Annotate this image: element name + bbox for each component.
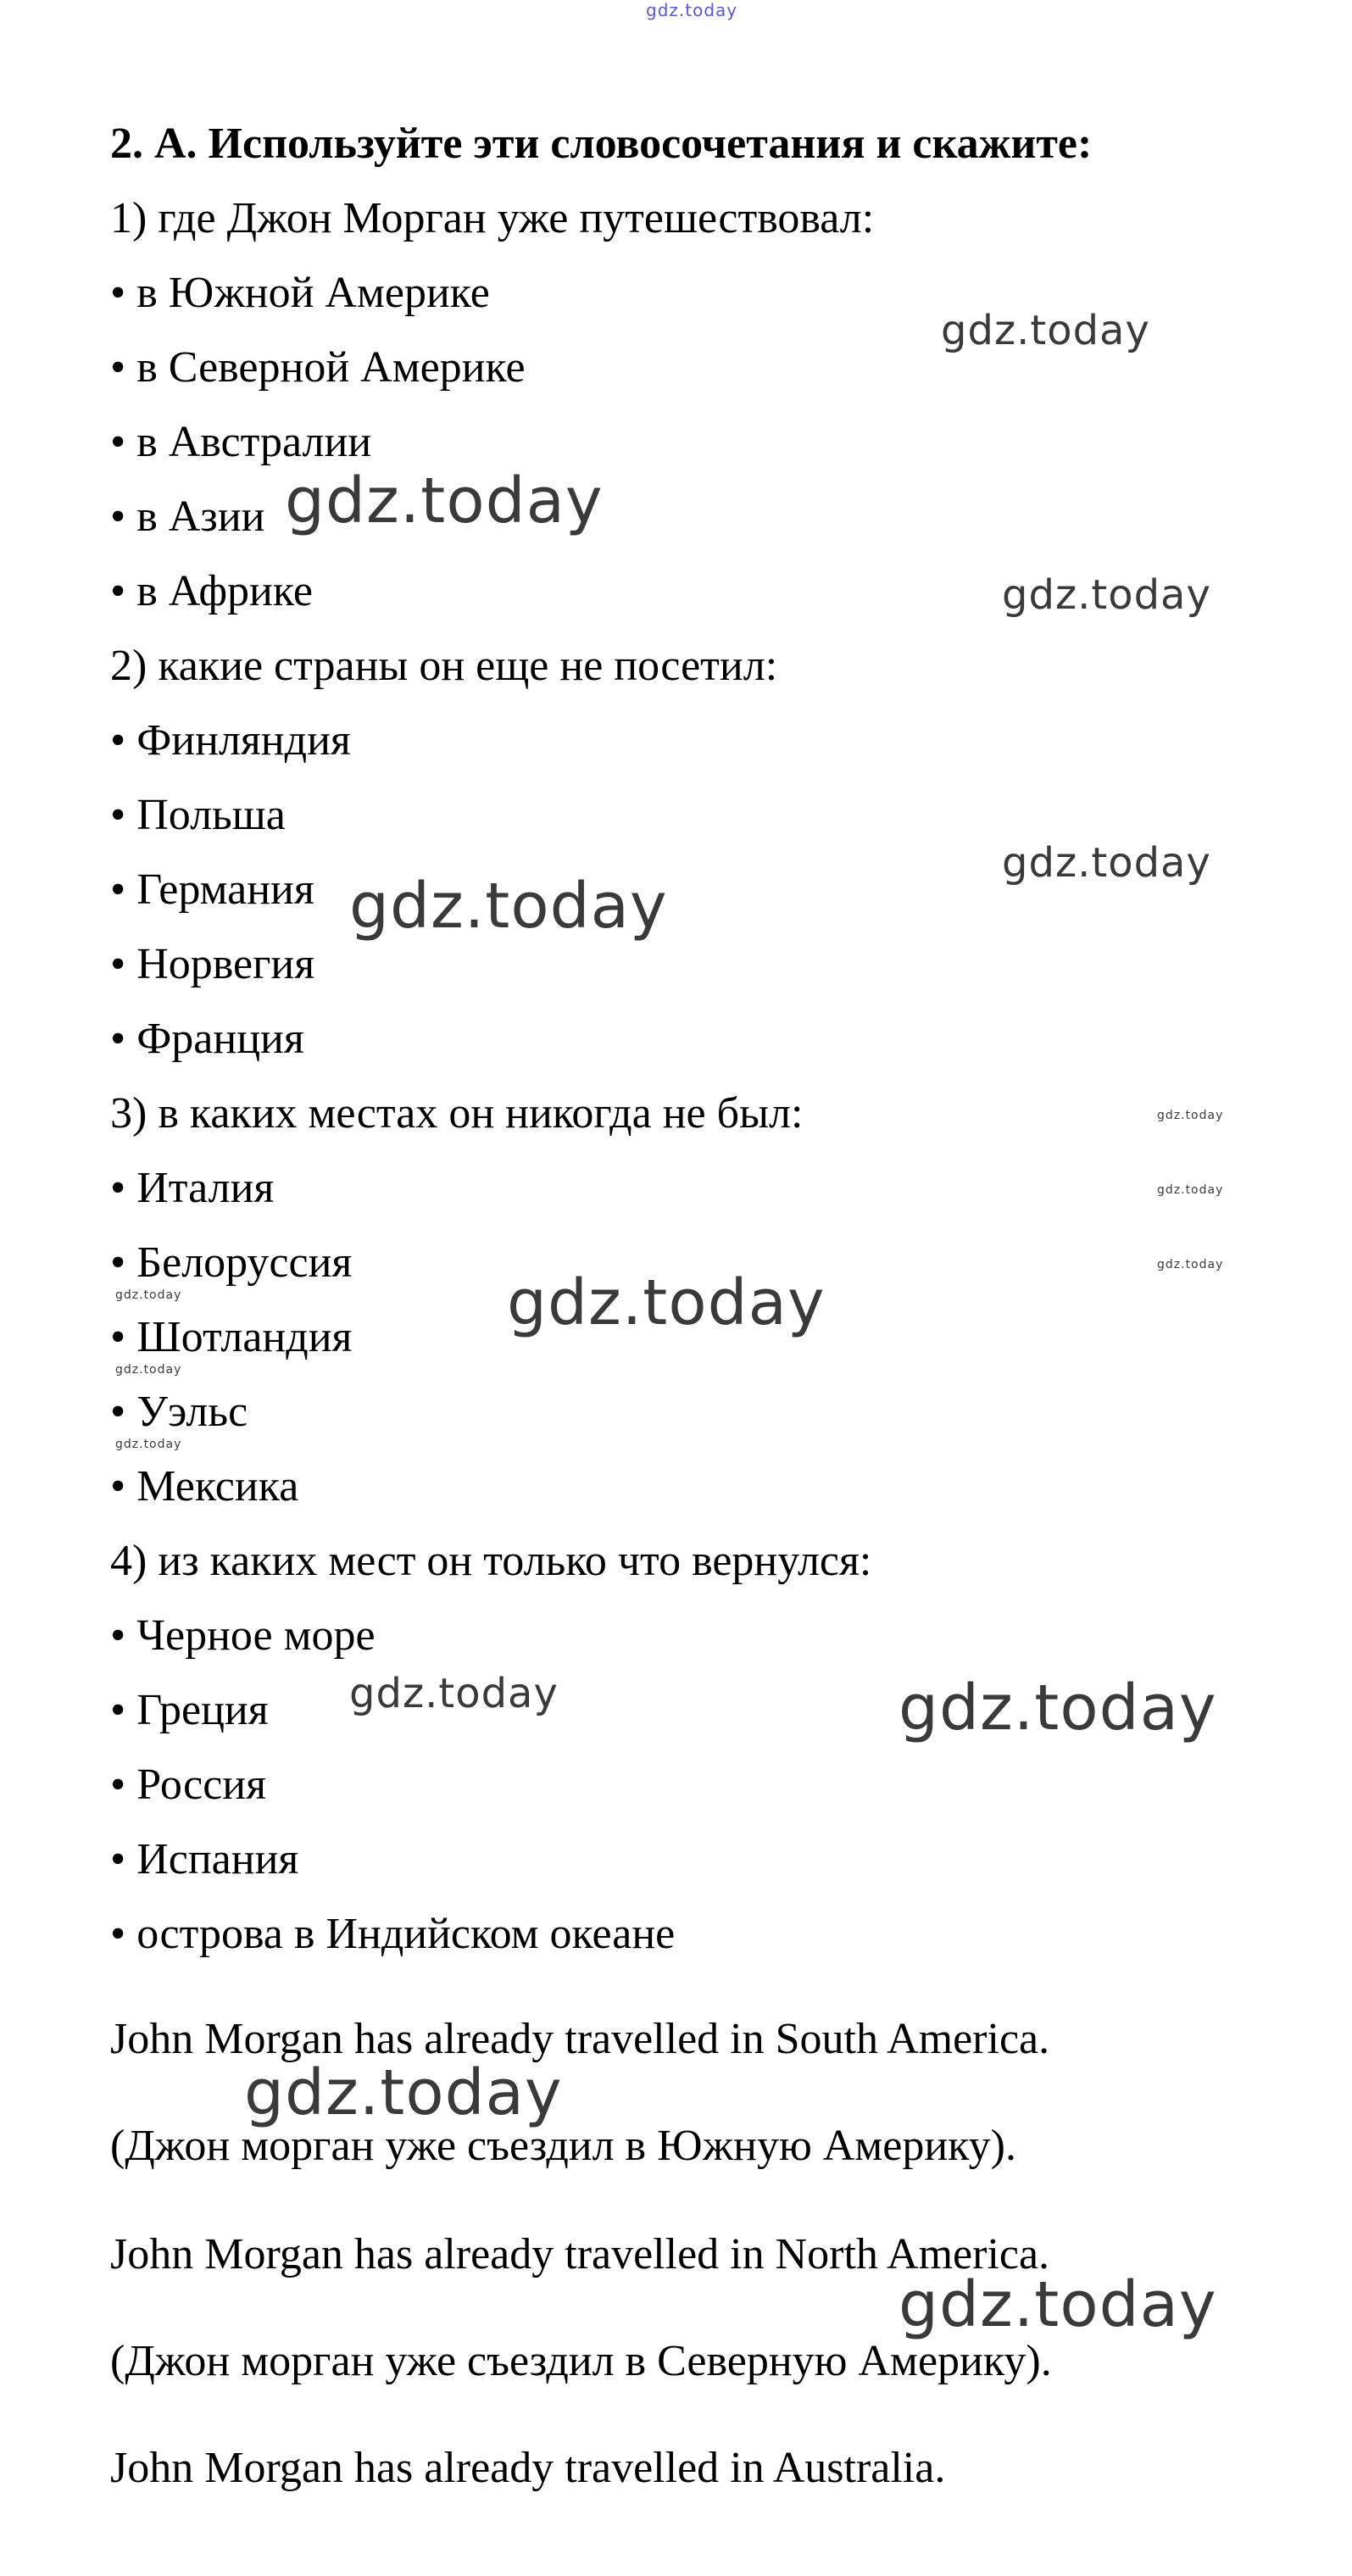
watermark: gdz.today — [244, 2056, 563, 2129]
watermark: gdz.today — [1157, 1258, 1224, 1271]
list-item: • Норвегия — [110, 940, 315, 988]
list-item: • Шотландия — [110, 1313, 353, 1361]
list-item: • острова в Индийском океане — [110, 1910, 676, 1958]
list-item: • Мексика — [110, 1462, 299, 1511]
watermark: gdz.today — [899, 2268, 1217, 2341]
list-item: • в Африке — [110, 567, 313, 615]
list-item: • Белоруссия — [110, 1238, 353, 1287]
question-1: 1) где Джон Морган уже путешествовал: — [110, 194, 875, 242]
list-item: • Россия — [110, 1761, 267, 1809]
watermark: gdz.today — [1157, 1109, 1224, 1122]
watermark: gdz.today — [115, 1288, 182, 1302]
list-item: • Уэльс — [110, 1388, 248, 1436]
list-item: • Финляндия — [110, 716, 351, 765]
watermark: gdz.today — [1157, 1183, 1224, 1197]
list-item: • Черное море — [110, 1611, 376, 1660]
watermark: gdz.today — [285, 465, 604, 537]
watermark: gdz.today — [899, 1672, 1217, 1744]
watermark: gdz.today — [1002, 839, 1211, 887]
question-3: 3) в каких местах он никогда не был: — [110, 1089, 804, 1138]
list-item: • Германия — [110, 865, 314, 914]
list-item: • в Южной Америке — [110, 269, 490, 317]
watermark: gdz.today — [349, 870, 668, 943]
exercise-heading: 2. А. Используйте эти словосочетания и скажите: — [110, 120, 1093, 168]
watermark: gdz.today — [1002, 571, 1211, 619]
list-item: • в Северной Америке — [110, 343, 526, 392]
question-2: 2) какие страны он еще не посетил: — [110, 642, 778, 690]
answer-sentence: John Morgan has already travelled in North America. — [110, 2230, 1050, 2278]
watermark: gdz.today — [507, 1266, 826, 1339]
watermark: gdz.today — [646, 0, 738, 20]
answer-sentence: John Morgan has already travelled in Australia. — [110, 2444, 946, 2492]
watermark: gdz.today — [115, 1363, 182, 1377]
answer-translation: (Джон морган уже съездил в Северную Америку). — [110, 2337, 1052, 2385]
list-item: • в Австралии — [110, 418, 372, 466]
watermark: gdz.today — [115, 1438, 182, 1451]
question-4: 4) из каких мест он только что вернулся: — [110, 1537, 872, 1585]
answer-sentence: John Morgan has already travelled in South America. — [110, 2015, 1050, 2063]
list-item: • Испания — [110, 1835, 299, 1883]
list-item: • Италия — [110, 1164, 275, 1212]
answer-translation: (Джон морган уже съездил в Южную Америку). — [110, 2122, 1016, 2170]
watermark: gdz.today — [349, 1670, 559, 1717]
list-item: • Франция — [110, 1015, 304, 1063]
watermark: gdz.today — [941, 307, 1150, 354]
list-item: • в Азии — [110, 492, 265, 541]
list-item: • Польша — [110, 791, 286, 839]
list-item: • Греция — [110, 1686, 269, 1734]
